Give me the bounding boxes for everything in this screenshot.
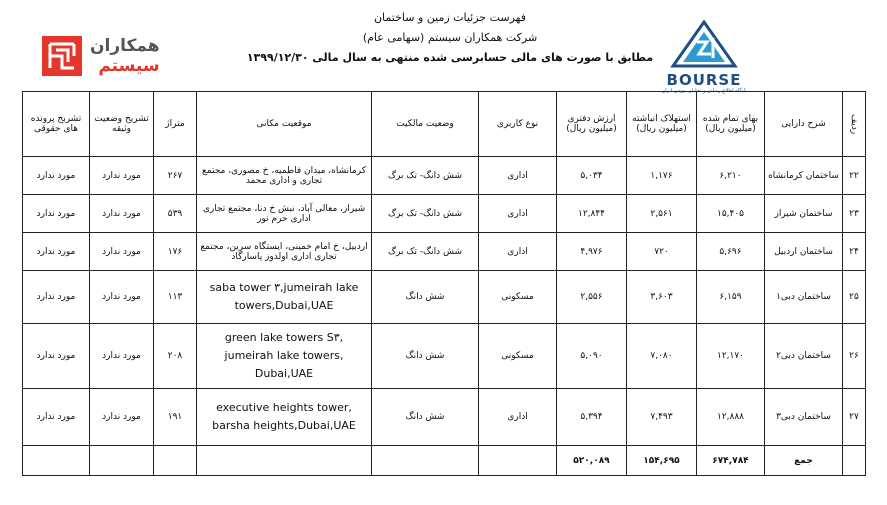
cell-doc: مورد ندارد: [90, 389, 154, 446]
col-area: متراژ: [154, 92, 197, 157]
col-cost: بهای تمام شده (میلیون ریال): [697, 92, 765, 157]
table-row: [23, 195, 866, 233]
table-row: [23, 233, 866, 271]
table-header-row: [23, 92, 866, 157]
cell-depr: ۷,۰۸۰: [627, 324, 697, 389]
total-cost: ۶۷۴,۷۸۴: [697, 446, 765, 476]
cell-asset: ساختمان کرمانشاه: [765, 157, 843, 195]
cell-depr: ۳,۶۰۳: [627, 271, 697, 324]
cell-legal: مورد ندارد: [23, 195, 90, 233]
cell-legal: مورد ندارد: [23, 389, 90, 446]
cell-asset: ساختمان دبی۳: [765, 389, 843, 446]
table-row: [23, 389, 866, 446]
cell-ownership: شش دانگ: [372, 324, 479, 389]
col-asset: شرح دارایی: [765, 92, 843, 157]
cell-location: کرمانشاه، میدان فاطمیه، خ مصوری، مجتمع تجاری و اداری محمد: [197, 157, 372, 195]
col-location: موقعیت مکانی: [197, 92, 372, 157]
cell-asset: ساختمان دبی۲: [765, 324, 843, 389]
cell-doc: مورد ندارد: [90, 195, 154, 233]
cell-usage: اداری: [479, 233, 557, 271]
cell-usage: اداری: [479, 389, 557, 446]
cell-area: ۱۱۳: [154, 271, 197, 324]
bourse-word: BOURSE: [666, 71, 742, 89]
cell-no: ۲۳: [843, 195, 866, 233]
cell-no: ۲۶: [843, 324, 866, 389]
cell-location: اردبیل، خ امام خمینی، ایستگاه سرین، مجتمع تجاری اداری اولدوز پاسارگاد: [197, 233, 372, 271]
cell-area: ۱۹۱: [154, 389, 197, 446]
hamkaran-logo: [42, 36, 160, 76]
company-name: شرکت همکاران سیستم (سهامی عام): [362, 31, 538, 44]
cell-book: ۵,۰۳۴: [557, 157, 627, 195]
col-ownership: وضعیت مالکیت: [372, 92, 479, 157]
cell-no: ۲۷: [843, 389, 866, 446]
cell-cost: ۶,۱۵۹: [697, 271, 765, 324]
cell-depr: ۷۲۰: [627, 233, 697, 271]
col-usage: نوع کاربری: [479, 92, 557, 157]
cell-usage: اداری: [479, 195, 557, 233]
cell-depr: ۲,۵۶۱: [627, 195, 697, 233]
total-depr: ۱۵۴,۶۹۵: [627, 446, 697, 476]
cell-asset: ساختمان دبی۱: [765, 271, 843, 324]
cell-legal: مورد ندارد: [23, 324, 90, 389]
cell-no: ۲۴: [843, 233, 866, 271]
cell-doc: مورد ندارد: [90, 157, 154, 195]
cell-area: ۱۷۶: [154, 233, 197, 271]
cell-usage: مسکونی: [479, 324, 557, 389]
cell-area: ۵۳۹: [154, 195, 197, 233]
assets-table: [22, 91, 866, 476]
table-row: [23, 324, 866, 389]
cell-legal: مورد ندارد: [23, 157, 90, 195]
total-book: ۵۲۰,۰۸۹: [557, 446, 627, 476]
bourse-logo: [658, 20, 750, 94]
col-legal: تشریح پرونده های حقوقی: [23, 92, 90, 157]
cell-asset: ساختمان شیراز: [765, 195, 843, 233]
cell-cost: ۵,۶۹۶: [697, 233, 765, 271]
bourse-subtitle: پایگاه اطلاع رسانی و تحلیلی بورس ایران: [661, 88, 747, 94]
cell-book: ۵,۳۹۴: [557, 389, 627, 446]
cell-cost: ۱۲,۱۷۰: [697, 324, 765, 389]
report-period: مطابق با صورت های مالی حسابرسی شده منتهی به سال مالی ۱۳۹۹/۱۲/۳۰: [246, 51, 654, 64]
cell-cost: ۱۲,۸۸۸: [697, 389, 765, 446]
cell-doc: مورد ندارد: [90, 271, 154, 324]
cell-book: ۵,۰۹۰: [557, 324, 627, 389]
cell-usage: مسکونی: [479, 271, 557, 324]
cell-book: ۴,۹۷۶: [557, 233, 627, 271]
cell-cost: ۶,۲۱۰: [697, 157, 765, 195]
cell-location: saba tower ۳,jumeirah lake towers,Dubai,UAE: [197, 271, 372, 324]
bourse-mark-icon: [669, 20, 739, 68]
col-book: ارزش دفتری (میلیون ریال): [557, 92, 627, 157]
cell-legal: مورد ندارد: [23, 233, 90, 271]
cell-ownership: شش دانگ: [372, 271, 479, 324]
col-row-no: ردیف: [843, 92, 866, 157]
cell-ownership: شش دانگ- تک برگ: [372, 233, 479, 271]
report-header: [240, 8, 660, 68]
cell-no: ۲۵: [843, 271, 866, 324]
cell-area: ۲۰۸: [154, 324, 197, 389]
cell-depr: ۷,۴۹۳: [627, 389, 697, 446]
cell-book: ۱۲,۸۴۴: [557, 195, 627, 233]
cell-ownership: شش دانگ: [372, 389, 479, 446]
total-label: جمع: [765, 446, 843, 476]
cell-location: شیراز، معالی آباد، نبش خ دنا، مجتمع تجاری اداری حرم نور: [197, 195, 372, 233]
cell-cost: ۱۵,۴۰۵: [697, 195, 765, 233]
total-row: [23, 446, 866, 476]
report-title: فهرست جزئیات زمین و ساختمان: [373, 11, 527, 24]
cell-location: green lake towers S۳, jumeirah lake towers, Dubai,UAE: [197, 324, 372, 389]
col-doc: تشریح وضعیت وثیقه: [90, 92, 154, 157]
cell-asset: ساختمان اردبیل: [765, 233, 843, 271]
col-depr: استهلاک انباشته (میلیون ریال): [627, 92, 697, 157]
cell-location: executive heights tower, barsha heights,Dubai,UAE: [197, 389, 372, 446]
cell-area: ۲۶۷: [154, 157, 197, 195]
cell-ownership: شش دانگ- تک برگ: [372, 195, 479, 233]
cell-legal: مورد ندارد: [23, 271, 90, 324]
cell-book: ۲,۵۵۶: [557, 271, 627, 324]
table-row: [23, 271, 866, 324]
cell-doc: مورد ندارد: [90, 324, 154, 389]
cell-usage: اداری: [479, 157, 557, 195]
table-row: [23, 157, 866, 195]
cell-ownership: شش دانگ- تک برگ: [372, 157, 479, 195]
logo-line-2: سیستم: [98, 56, 160, 76]
hamkaran-mark-icon: [42, 36, 82, 76]
cell-depr: ۱,۱۷۶: [627, 157, 697, 195]
cell-no: ۲۲: [843, 157, 866, 195]
cell-doc: مورد ندارد: [90, 233, 154, 271]
logo-line-1: همکاران: [90, 36, 160, 56]
